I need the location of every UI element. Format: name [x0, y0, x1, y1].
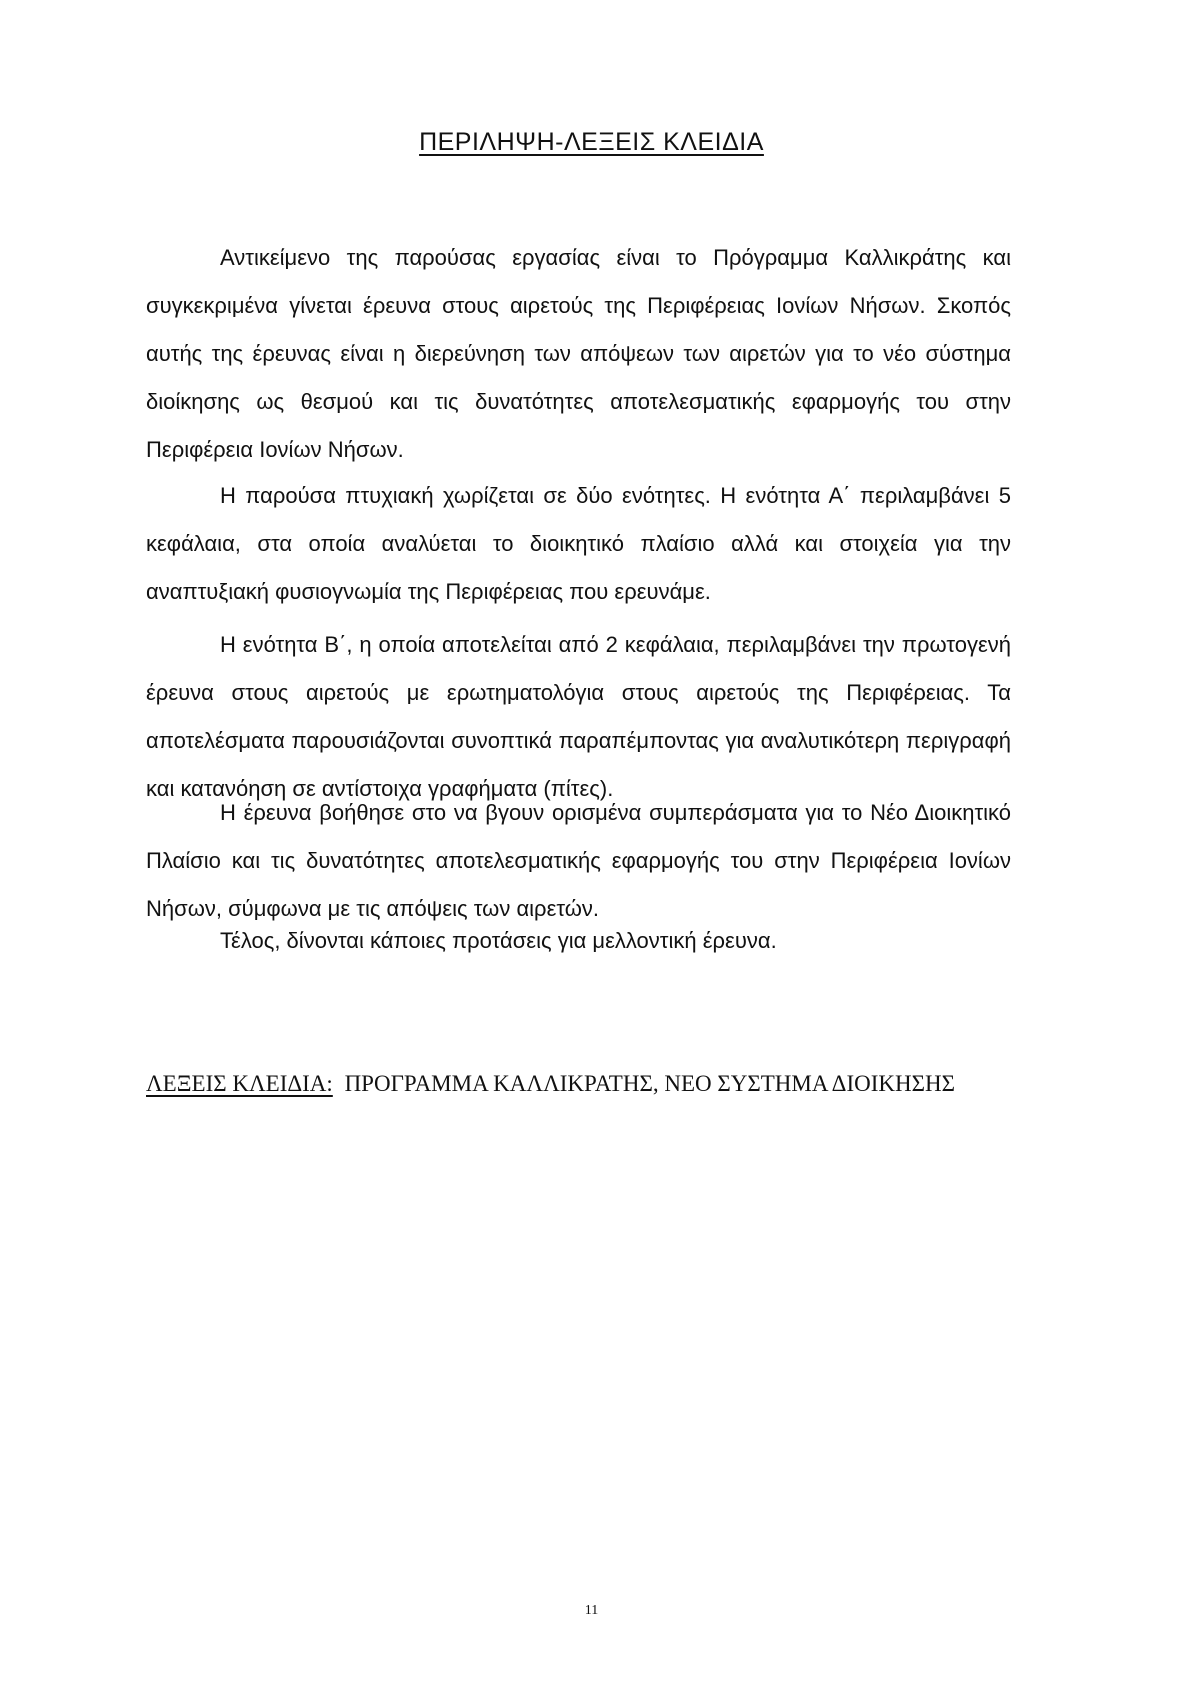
page-number: 11: [584, 1603, 599, 1618]
paragraph-text: Αντικείμενο της παρούσας εργασίας είναι το Πρόγραμμα Καλλικράτης και συγκεκριμένα γίνεται έρευνα στους αιρετούς της Περιφέρειας Ιονίων Νήσων. Σκοπός αυτής της έρευνας είναι η διερεύνηση των απόψεων των αιρετών για το νέο σύστημα διοίκησης ως θεσμού και τις δυνατότητες αποτελεσματικής εφαρμογής του στην Περιφέρεια Ιονίων Νήσων.: [146, 245, 1011, 462]
abstract-paragraph-5: [146, 917, 1011, 965]
paragraph-text: Τέλος, δίνονται κάποιες προτάσεις για μελλοντική έρευνα.: [220, 928, 777, 953]
paragraph-text: Η ενότητα Β΄, η οποία αποτελείται από 2 κεφάλαια, περιλαμβάνει την πρωτογενή έρευνα στους αιρετούς με ερωτηματολόγια στους αιρετούς της Περιφέρειας. Τα αποτελέσματα παρουσιάζονται συνοπτικά παραπέμποντας για αναλυτικότερη περιγραφή και κατανόηση σε αντίστοιχα γραφήματα (πίτες).: [146, 632, 1011, 801]
keywords-text: ΠΡΟΓΡΑΜΜΑ ΚΑΛΛΙΚΡΑΤΗΣ, ΝΕΟ ΣΥΣΤΗΜΑ ΔΙΟΙΚΗΣΗΣ: [344, 1071, 956, 1096]
keywords-section: [146, 1059, 1011, 1109]
keywords-label: ΛΕΞΕΙΣ ΚΛΕΙΔΙΑ:: [146, 1071, 333, 1096]
paragraph-text: Η έρευνα βοήθησε στο να βγουν ορισμένα συμπεράσματα για το Νέο Διοικητικό Πλαίσιο και τις δυνατότητες αποτελεσματικής εφαρμογής του στην Περιφέρεια Ιονίων Νήσων, σύμφωνα με τις απόψεις των αιρετών.: [146, 800, 1011, 921]
abstract-paragraph-1: [146, 234, 1011, 474]
abstract-paragraph-4: [146, 789, 1011, 933]
page-title: ΠΕΡΙΛΗΨΗ-ΛΕΞΕΙΣ ΚΛΕΙΔΙΑ: [419, 128, 764, 156]
abstract-paragraph-2: [146, 472, 1011, 616]
abstract-paragraph-3: [146, 621, 1011, 813]
paragraph-text: Η παρούσα πτυχιακή χωρίζεται σε δύο ενότητες. Η ενότητα Α΄ περιλαμβάνει 5 κεφάλαια, στα οποία αναλύεται το διοικητικό πλαίσιο αλλά και στοιχεία για την αναπτυξιακή φυσιογνωμία της Περιφέρειας που ερευνάμε.: [146, 483, 1011, 604]
